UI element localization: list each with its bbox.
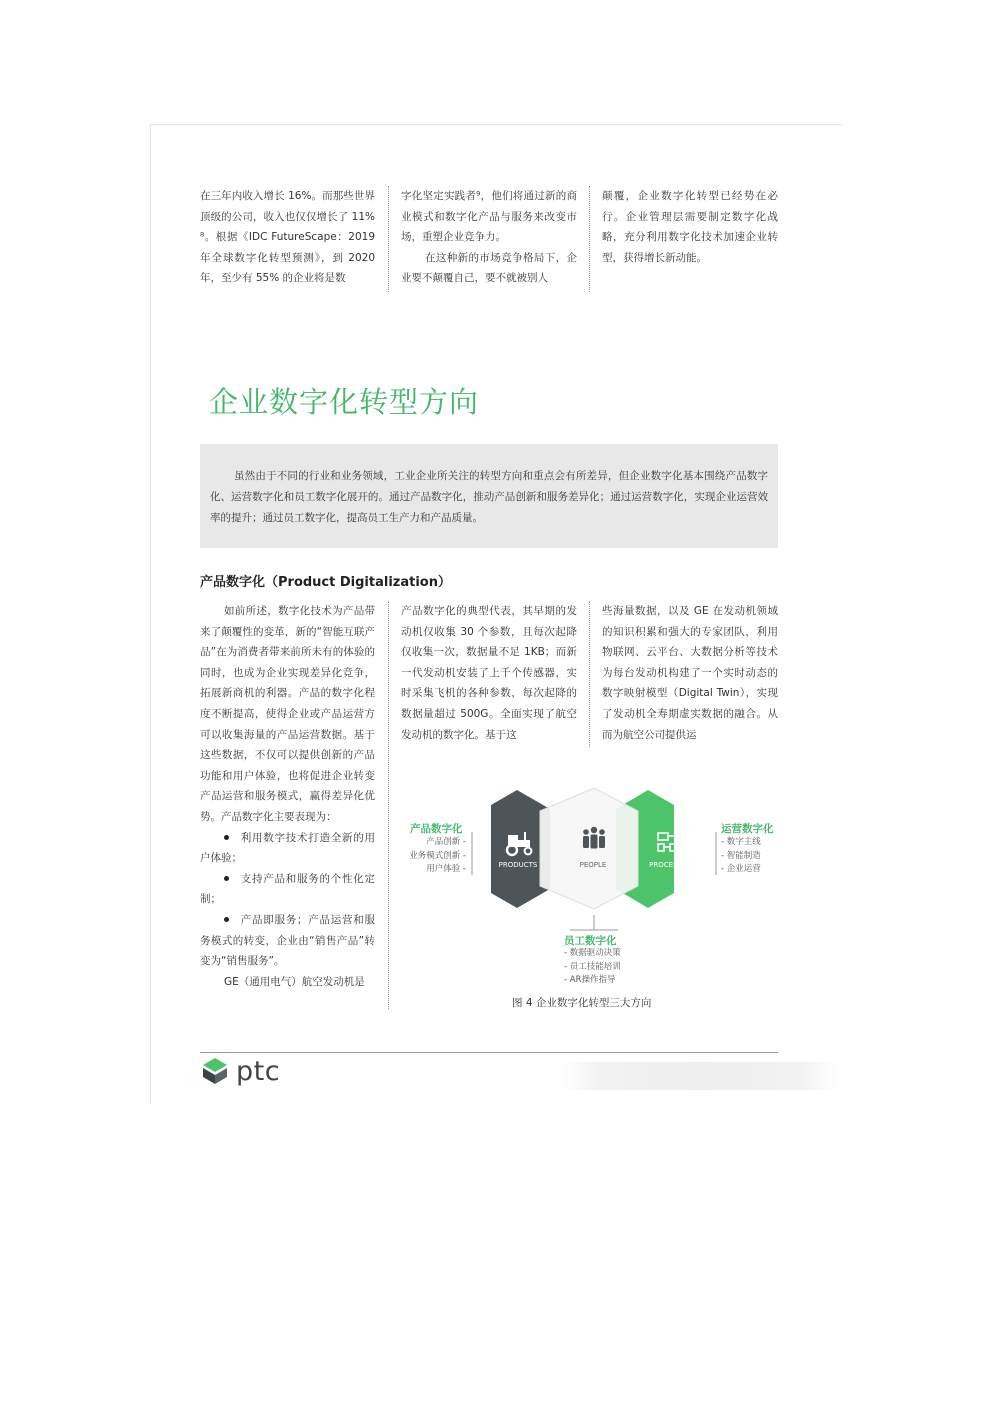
product-digitalization-list xyxy=(409,836,466,877)
ptc-logo-text: ptc xyxy=(236,1055,281,1087)
list-item: - 智能制造 xyxy=(721,850,761,861)
intro-box xyxy=(200,444,778,548)
list-item: - 员工技能培训 xyxy=(564,961,621,972)
list-item: - 数字主线 xyxy=(721,837,761,847)
bullet-item xyxy=(200,828,375,869)
top-column-2 xyxy=(401,186,577,289)
bullet-text: 产品即服务；产品运营和服务模式的转变，企业由“销售产品”转变为“销售服务”。 xyxy=(200,913,375,968)
people-icon xyxy=(583,827,605,849)
top-column-2-paragraph-2: 在这种新的市场竞争格局下，企业要不颠覆自己，要不就被别人 xyxy=(401,251,577,285)
bullet-dot-icon xyxy=(224,835,229,840)
body-column-1-paragraph-1: 如前所述，数字化技术为产品带来了颠覆性的变革，新的“智能互联产品”在为消费者带来前所未有的体验的同时，也成为企业实现差异化竞争，拓展新商机的利器。产品的数字化程度不断提高，使得企业或产品运营方可以收集海量的产品运营数据。基于这些数据，不仅可以提供创新的产品功能和用户体验，也将促进企业转变产品运营和服务模式，赢得差异化优势。产品数字化主要表现为： xyxy=(200,605,375,823)
people-label: PEOPLE xyxy=(579,861,607,869)
top-column-3 xyxy=(602,186,778,268)
page-edge-top xyxy=(150,124,842,125)
bullet-text: 利用数字技术打造全新的用户体验； xyxy=(200,831,375,865)
blurred-footer-area xyxy=(560,1062,840,1090)
bullet-item xyxy=(200,869,375,910)
body-column-3 xyxy=(602,601,778,745)
transformation-diagram xyxy=(400,780,780,1015)
top-column-1 xyxy=(200,186,375,289)
top-column-3-text: 颠覆，企业数字化转型已经势在必行。企业管理层需要制定数字化战略，充分利用数字化技术加速企业转型，获得增长新动能。 xyxy=(602,190,778,264)
employee-digitalization-heading: 员工数字化 xyxy=(564,935,617,947)
operations-digitalization-list xyxy=(721,836,761,877)
top-column-1-text: 在三年内收入增长 16%。而那些世界顶级的公司，收入也仅仅增长了 11%⁸。根据《IDC FutureScape：2019 年全球数字化转型预测》，到 2020 年，至少有 55% 的企业将是数 xyxy=(200,190,375,285)
products-label: PRODUCTS xyxy=(498,861,538,869)
bullet-dot-icon xyxy=(224,917,229,922)
operations-digitalization-heading: 运营数字化 xyxy=(721,823,774,835)
column-divider xyxy=(589,186,591,292)
employee-digitalization-list xyxy=(564,947,621,988)
page-edge-left xyxy=(150,124,151,1104)
column-divider xyxy=(388,186,390,292)
list-item: 用户体验 - xyxy=(426,864,466,874)
figure-caption: 图 4 企业数字化转型三大方向 xyxy=(512,997,652,1009)
body-column-2-text: 产品数字化的典型代表，其早期的发动机仅收集 30 个参数，且每次起降仅收集一次，数据量不足 1KB；而新一代发动机安装了上千个传感器，实时采集飞机的各种参数，每次起降的数据量超过 500G。全面实现了航空发动机的数字化。基于这 xyxy=(401,605,577,741)
product-digitalization-heading: 产品数字化 xyxy=(410,823,463,835)
subsection-title: 产品数字化（Product Digitalization） xyxy=(200,575,451,590)
list-item: - AR操作指导 xyxy=(564,975,616,985)
body-column-1 xyxy=(200,601,375,992)
list-item: 产品创新 - xyxy=(426,837,466,847)
people-hexagon xyxy=(540,788,638,909)
column-divider xyxy=(388,601,390,1009)
body-column-1-paragraph-2: GE（通用电气）航空发动机是 xyxy=(224,975,365,988)
ptc-logo xyxy=(200,1055,280,1087)
body-column-3-text: 些海量数据，以及 GE 在发动机领域的知识积累和强大的专家团队，利用物联网、云平台、大数据分析等技术为每台发动机构建了一个实时动态的数字映射模型（Digital Twin），实现了发动机全寿期虚实数据的融合。从而为航空公司提供运 xyxy=(602,605,778,741)
list-item: 业务模式创新 - xyxy=(409,850,466,861)
bullet-dot-icon xyxy=(224,876,229,881)
list-item: - 企业运营 xyxy=(721,864,761,874)
ptc-logo-icon xyxy=(200,1056,230,1086)
bullet-item xyxy=(200,910,375,972)
intro-text: 虽然由于不同的行业和业务领域，工业企业所关注的转型方向和重点会有所差异，但企业数字化基本围绕产品数字化、运营数字化和员工数字化展开的。通过产品数字化，推动产品创新和服务差异化；通过运营数字化，实现企业运营效率的提升；通过员工数字化，提高员工生产力和产品质量。 xyxy=(210,470,768,524)
body-column-2 xyxy=(401,601,577,745)
top-column-2-paragraph-1: 字化坚定实践者⁹，他们将通过新的商业模式和数字化产品与服务来改变市场，重塑企业竞争力。 xyxy=(401,190,577,244)
section-title: 企业数字化转型方向 xyxy=(209,385,480,419)
bullet-text: 支持产品和服务的个性化定制； xyxy=(200,872,375,906)
footer-rule xyxy=(200,1052,778,1053)
processes-label: PROCESSES xyxy=(649,861,691,869)
list-item: - 数据驱动决策 xyxy=(564,948,621,958)
column-divider xyxy=(589,601,591,747)
